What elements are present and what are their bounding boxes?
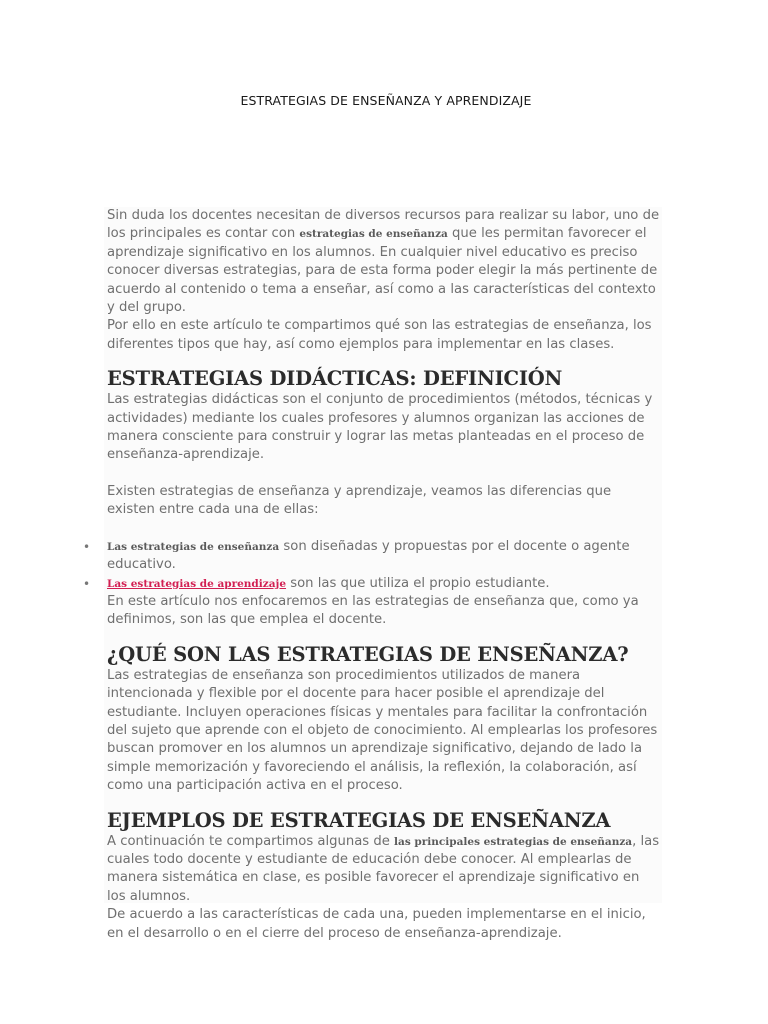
intro-text-start: Sin duda los docentes necesitan de diversos recursos para realizar su labor, uno de los principales es contar con [107,208,660,242]
bullet-icon: • [83,576,91,591]
strategies-link[interactable]: estrategias de enseñanza [299,228,448,241]
list-item-text: son diseñadas y propuestas por el docente o agente educativo. [107,538,630,573]
definition-paragraph: Las estrategias didácticas son el conjunto de procedimientos (métodos, técnicas y actividades) mediante los cuales profesores y alumnos organizan las acciones de manera consciente para construir y lograr las metas planteadas en el proceso de enseñanza-aprendizaje. [107,392,653,463]
examples-paragraph [104,833,662,907]
bullet-icon: • [83,539,91,554]
differences-paragraph: Existen estrategias de enseñanza y aprendizaje, veamos las diferencias que existen entre cada una de ellas: [107,483,612,518]
teaching-strategies-link[interactable]: Las estrategias de enseñanza [107,540,280,553]
learning-strategies-link[interactable]: Las estrategias de aprendizaje [107,577,287,590]
implementation-paragraph: De acuerdo a las características de cada una, pueden implementarse en el inicio, en el desarrollo o en el cierre del proceso de enseñanza-aprendizaje. [107,907,646,941]
main-strategies-link[interactable]: las principales estrategias de enseñanza [394,835,633,848]
examples-text-start: A continuación te compartimos algunas de [107,833,395,849]
section-heading-examples: EJEMPLOS DE ESTRATEGIAS DE ENSEÑANZA [107,808,611,832]
document-title: ESTRATEGIAS DE ENSEÑANZA Y APRENDIZAJE [240,93,532,108]
section-heading-definition: ESTRATEGIAS DIDÁCTICAS: DEFINICIÓN [107,367,563,391]
section-heading-what-are: ¿QUÉ SON LAS ESTRATEGIAS DE ENSEÑANZA? [107,642,629,666]
intro-text-end: que les permitan favorecer el aprendizaje significativo en los alumnos. En cualquier nivel educativo es preciso conocer diversas estrategias, para de esta forma poder elegir la más pertinente de acuerdo al contenido o tema a enseñar, así como a las características del contexto y del grupo. [107,226,658,316]
strategy-types-list [83,538,662,593]
list-item-text: son las que utiliza el propio estudiante. [286,575,550,591]
intro-paragraph-2: Por ello en este artículo te compartimos qué son las estrategias de enseñanza, los diferentes tipos que hay, así como ejemplos para implementar en las clases. [107,318,652,352]
intro-paragraph [104,207,662,317]
list-item [83,575,662,593]
focus-paragraph: En este artículo nos enfocaremos en las estrategias de enseñanza que, como ya definimos, son las que emplea el docente. [107,593,639,628]
what-are-paragraph: Las estrategias de enseñanza son procedimientos utilizados de manera intencionada y flexible por el docente para hacer posible el aprendizaje del estudiante. Incluyen operaciones físicas y mentales para facilitar la confrontación del sujeto que aprende con el objeto de conocimiento. Al emplearlas los profesores buscan promover en los alumnos un aprendizaje significativo, dejando de lado la simple memorización y favoreciendo el análisis, la reflexión, la colaboración, así como una participación activa en el proceso. [107,667,658,794]
article-body [83,207,662,941]
examples-text-end: , las cuales todo docente y estudiante de educación debe conocer. Al emplearlas de manera sistemática en clase, es posible favorecer el aprendizaje significativo en los alumnos. [107,833,660,904]
list-item [83,538,662,575]
